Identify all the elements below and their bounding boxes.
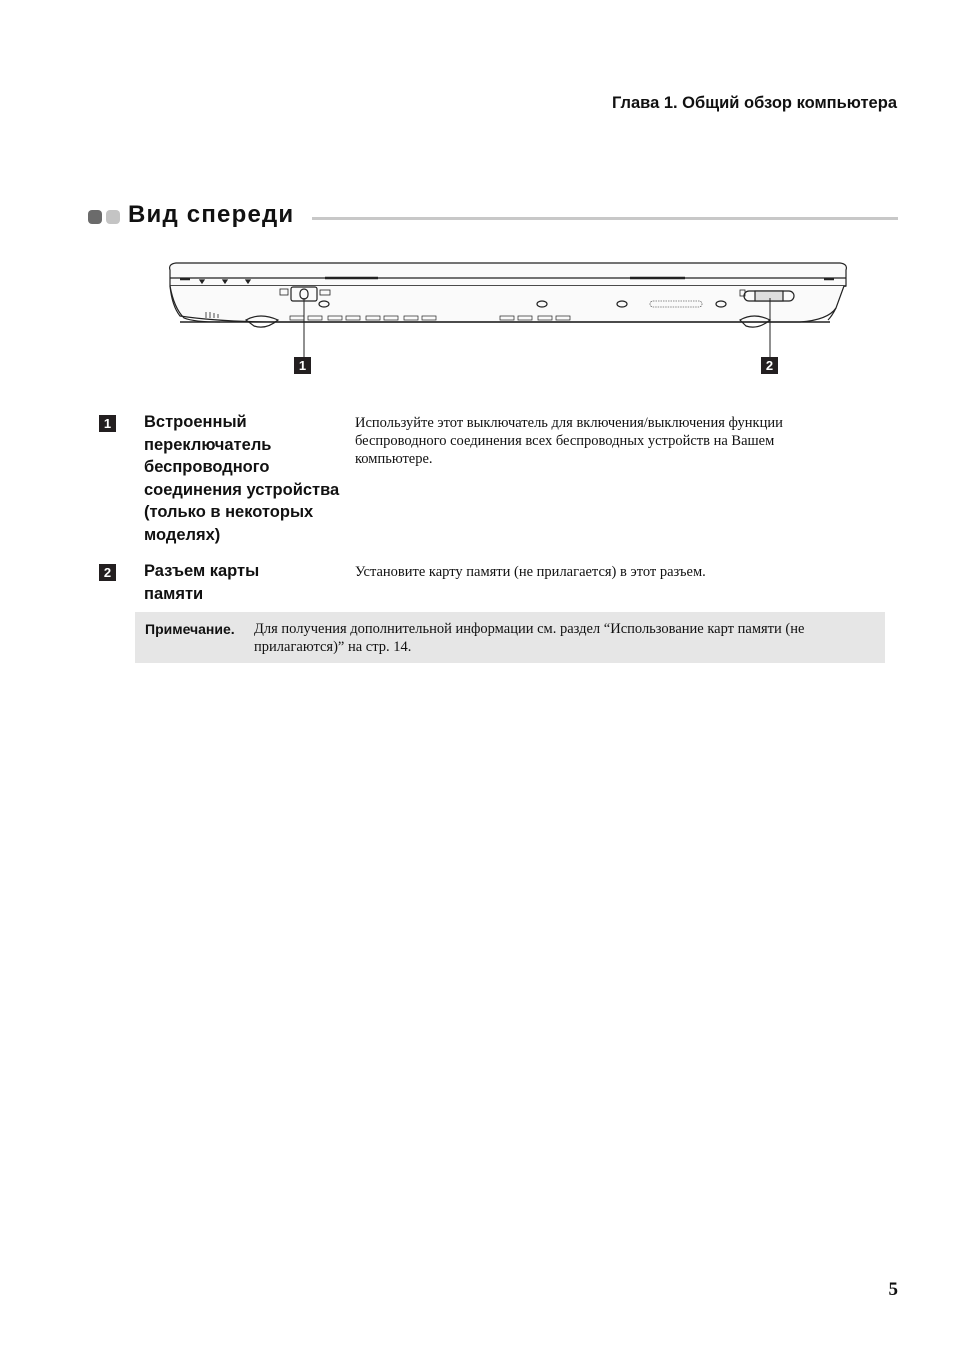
page-number: 5: [888, 1279, 898, 1300]
chapter-header: Глава 1. Общий обзор компьютера: [611, 94, 897, 112]
callout-2-marker: 2: [761, 357, 778, 374]
item-term: Встроенный переключатель беспроводного соединения устройства (только в некоторых моделях): [144, 413, 340, 544]
note-label: Примечание.: [145, 621, 235, 637]
item-term: Разъем карты памяти: [144, 562, 260, 603]
section-heading: [88, 203, 898, 233]
note-box: [135, 612, 885, 663]
title-divider: [312, 217, 898, 220]
note-text: Для получения дополнительной информации см. раздел “Использование карт памяти (не прилагаются)” на стр. 14.: [254, 621, 805, 655]
item-number-badge: 1: [99, 415, 116, 432]
callout-1-marker: 1: [294, 357, 311, 374]
section-title: Вид спереди: [128, 201, 295, 228]
item-description: Установите карту памяти (не прилагается) в этот разъем.: [355, 564, 706, 580]
item-number-badge: 2: [99, 564, 116, 581]
laptop-front-illustration: [160, 258, 860, 383]
bullet-dark-icon: [88, 210, 102, 224]
item-description: Используйте этот выключатель для включения/выключения функции беспроводного соединения всех беспроводных устройств на Вашем компьютере.: [355, 415, 783, 467]
laptop-front-view-figure: [160, 258, 860, 383]
bullet-light-icon: [106, 210, 120, 224]
